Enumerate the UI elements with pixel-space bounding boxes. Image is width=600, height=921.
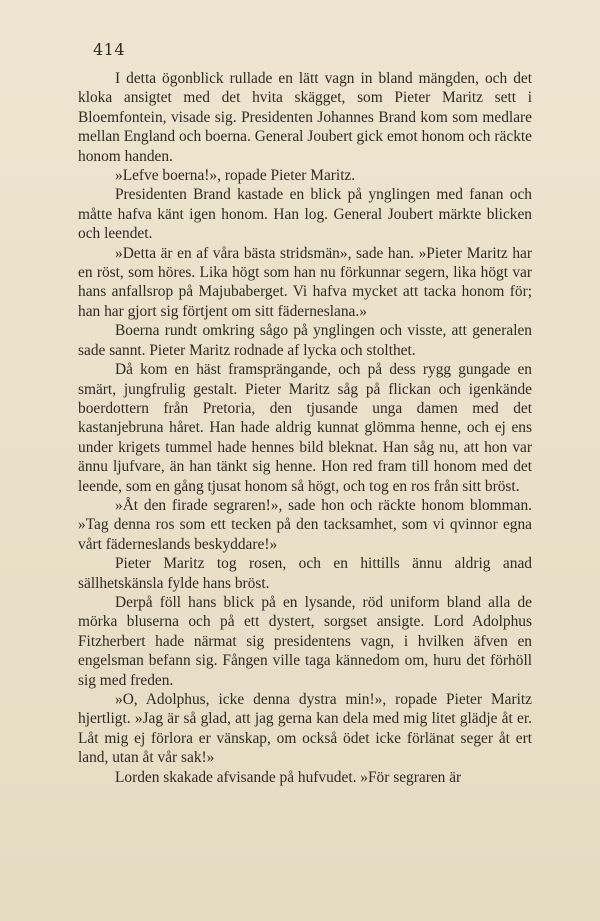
- paragraph: Lorden skakade afvisande på hufvudet. »För segraren är: [115, 768, 462, 786]
- paragraph: »O, Adolphus, icke denna dystra min!», ropade Pieter Maritz hjertligt. »Jag är så glad, att jag gerna kan dela med mig litet glädje åt er. Låt mig ej förlora er vänskap, om också ödet icke förlänat seger åt ert land, utan åt vår sak!»: [78, 691, 532, 767]
- paragraph: »Detta är en af våra bästa stridsmän», sade han. »Pieter Maritz har en röst, som höres. Lika högt som han nu förkunnar segern, lika högt var hans anfallsrop på Majubaberget. Vi hafva mycket att tacka honom för; han har gjort sig förtjent om sitt fäderneslana.»: [78, 244, 532, 320]
- paragraph: Boerna rundt omkring sågo på ynglingen och visste, att generalen sade sannt. Pieter Maritz rodnade af lycka och stolthet.: [78, 322, 532, 359]
- paragraph: Pieter Maritz tog rosen, och en hittills ännu aldrig anad sällhetskänsla fylde hans bröst.: [78, 555, 532, 592]
- paragraph: Presidenten Brand kastade en blick på ynglingen med fanan och måtte hafva känt igen honom. Han log. General Joubert märkte blicken och leendet.: [78, 186, 532, 243]
- page-number: 414: [93, 40, 126, 59]
- paragraph: I detta ögonblick rullade en lätt vagn in bland mängden, och det kloka ansigtet med det hvita skägget, som Pieter Maritz sett i Bloemfontein, visade sig. Presidenten Johannes Brand kom som medlare mellan England och boerna. General Joubert gick emot honom och räckte honom handen.: [78, 70, 532, 165]
- paragraph: »Lefve boerna!», ropade Pieter Maritz.: [115, 167, 356, 185]
- paragraph: Då kom en häst framsprängande, och på dess rygg gungade en smärt, jungfrulig gestalt. Pieter Maritz såg på flickan och igenkände boerdottern från Pretoria, den tjusande unga damen med det kastanjebruna håret. Han hade aldrig kunnat glömma henne, och ej ens under krigets tummel hade hennes bild bleknat. Han såg nu, att hon var ännu ljufvare, än han tänkt sig henne. Hon red fram till honom med det leende, som en gång tjusat honom så högt, och tog en ros från sitt bröst.: [78, 361, 532, 495]
- paragraph: »Åt den firade segraren!», sade hon och räckte honom blomman. »Tag denna ros som ett tecken på den tacksamhet, som vi qvinnor egna vårt fäderneslands beskyddare!»: [78, 496, 532, 553]
- body-text: [78, 69, 532, 787]
- paragraph: Derpå föll hans blick på en lysande, röd uniform bland alla de mörka bluserna och på ett dystert, sorgset ansigte. Lord Adolphus Fitzherbert hade närmat sig presidentens vagn, i hvilken äfven en engelsman befann sig. Fången ville taga kännedom om, huru det förhöll sig med freden.: [78, 593, 532, 689]
